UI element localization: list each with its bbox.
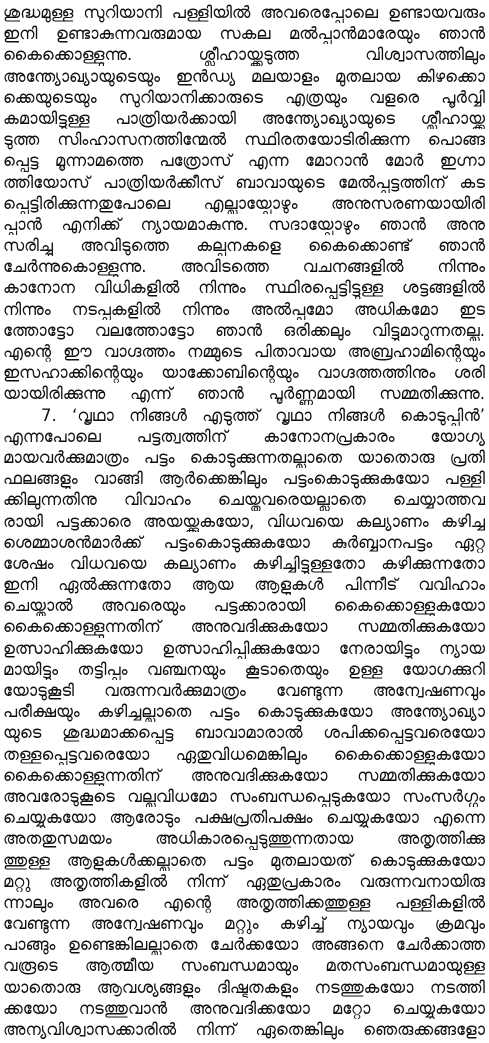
text-line: വരൂടെ ആത്മീയ സംബന്ധമായും മതസംബന്ധമായുള്ള: [3, 956, 485, 976]
paragraph-item-7: [3, 405, 485, 1041]
text-line: അന്ത്യോഖ്യായുടെയും ഇൻഡ്യ മലയാളം മുതലായ കിഴക്കൊ: [3, 66, 485, 86]
text-line: രായി പട്ടക്കാരെ അയയ്ക്കുകയോ, വിധവയെ കല്യാണം കഴിച്ച: [3, 511, 485, 531]
text-line: മായവർക്കുമാത്രം പട്ടം കൊടുക്കുന്നതല്ലാതെ യാതൊരു പ്രതി: [3, 447, 485, 467]
text-line: ക്കയോ നടത്തുവാൻ അനുവദിക്കയോ മറ്റോ ചെയ്യുകയോ: [3, 998, 485, 1018]
text-line: ശെമ്മാശൻമാർക്ക് പട്ടംകൊടുക്കുകയോ കുർബ്ബാനപട്ടം ഏറ്റ: [3, 532, 485, 552]
section-heading-line: 7. ‘വൃഥാ നിങ്ങൾ എടുത്ത് വൃഥാ നിങ്ങൾ കൊടുപ്പിൻ’: [41, 405, 485, 425]
text-line: എന്റെ ഈ വാഗ്ദത്തം നമ്മുടെ പിതാവായ അബ്രഹാമിന്റെയും: [3, 342, 485, 361]
text-line: പ്പെട്ട മൂന്നാമത്തെ പത്രോസ് എന്ന മോറാൻ മോർ ഇഗ്നാ: [3, 151, 485, 171]
text-line: പാങ്ങും ഉണ്ടെങ്കിലല്ലാതെ ചേർക്കയോ അങ്ങനെ ചേർക്കാത്ത: [3, 935, 485, 955]
text-line: കൈക്കൊള്ളുന്നു. ശ്ലീഹായ്ക്കടുത്ത വിശ്വാസത്തിലും: [3, 45, 485, 65]
paragraph-vow-continuation: [3, 2, 485, 405]
text-line: ശുദ്ധമുള്ള സുറിയാനി പള്ളിയിൽ അവരെപ്പോലെ ഉണ്ടായവരും: [3, 3, 485, 22]
text-line: ന്നാലും അവരെ എന്റെ അതൃത്തിക്കത്തുള്ള പള്ളികളിൽ: [3, 892, 485, 912]
text-line: കമായിട്ടുള്ള പാത്രിയർക്കായി അന്ത്യോഖ്യായുടെ ശ്ലീഹായ്ക്ക: [3, 108, 485, 128]
text-line: എന്നപോലെ പട്ടത്വത്തിന് കാനോനപ്രകാരം യോഗ്യ: [3, 426, 485, 446]
text-line: അതതുസമയം അധികാരപ്പെടുത്തുന്നതായ അതൃത്തിക്കു: [3, 829, 485, 849]
text-line: അവരോടുകൂടെ വല്ലവിധമോ സംബന്ധപ്പെടുകയോ സംസർഗ്ഗം: [3, 786, 485, 806]
text-line: മറ്റു അതൃത്തികളിൽ നിന്ന് ഏതുപ്രകാരം വരുന്നവനായിരു: [3, 871, 485, 891]
text-line: അന്യവിശ്വാസക്കാരിൽ നിന്ന് ഏതെങ്കിലും ഞെരുക്കങ്ങളോ: [3, 1020, 485, 1039]
text-line: ഇനി ഏൽക്കുന്നതോ ആയ ആളുകൾ പിന്നീട് വവിഹാം: [3, 575, 485, 595]
text-line: ഉത്സാഹിക്കുകയോ ഉത്സാഹിപ്പിക്കുകയോ നേരായിട്ടും ന്യായ: [3, 638, 485, 658]
text-line: ത്തിയോസ് പാത്രിയർക്കീസ് ബാവായുടെ മേൽപ്പട്ടത്തിന് കട: [3, 172, 485, 192]
text-line: നിന്നും നടപ്പുകളിൽ നിന്നും അൽപ്പമോ അധികമോ ഇട: [3, 299, 485, 319]
text-line: ടുത്ത സിംഹാസനത്തിന്മേൽ സ്ഥിരതയോടിരിക്കുന്ന പൊങ്ങ: [3, 130, 485, 150]
text-line: കൈക്കൊള്ളുന്നതിന് അനുവദിക്കുകയോ സമ്മതിക്കുകയോ: [3, 765, 485, 785]
text-line: ക്കിലുന്നതിനു വിവാഹം ചെയ്തവരെയല്ലാതെ ചെയ്യാത്തവ: [3, 490, 485, 510]
text-line: പ്പാൻ എനിക്ക് ന്യായമാകുന്നു. സദായ്പോഴും ഞാൻ അനു: [3, 214, 485, 234]
text-line: ത്തോട്ടോ വലത്തോട്ടോ ഞാൻ ഒരിക്കലും വിട്ടുമാറുന്നതല്ല.: [3, 320, 485, 340]
text-line: യായിരിക്കുന്നു എന്ന് ഞാൻ പൂർണ്ണമായി സമ്മതിക്കുന്നു.: [3, 384, 485, 404]
text-line: ഇനി ഉണ്ടാകുന്നവരുമായ സകല മൽപ്പാൻമാരേയും ഞാൻ: [3, 24, 485, 44]
text-line: യോടുകൂടി വരുന്നവർക്കുമാത്രം വേണ്ടുന്ന അന്വേഷണവും: [3, 681, 485, 700]
text-line: യാതൊരു ആവശ്യങ്ങളും ദിഷ്ടതകളും നടത്തുകയോ നടത്തി: [3, 977, 485, 997]
text-line: മായിട്ടും തട്ടിപ്പും വഞ്ചനയും കൂടാതെയും ഉള്ള യോഗക്കുറി: [3, 659, 485, 679]
text-line: ശേഷം വിധവയെ കല്യാണം കഴിച്ചിട്ടുള്ളതോ കഴിക്കുന്നതോ: [3, 553, 485, 573]
text-line: പ്പെട്ടിരിക്കുന്നതുപോലെ എല്ലായ്പോഴും അനുസരണയായിരി: [3, 193, 485, 213]
text-line: കൈക്കൊള്ളുന്നതിന് അനുവദിക്കുകയോ സമ്മതിക്കുകയോ: [3, 617, 485, 637]
text-line: പരീക്ഷയും കഴിച്ചല്ലാതെ പട്ടം കൊടുക്കുകയോ അന്ത്യോഖ്യാ: [3, 702, 485, 722]
text-line: വേണ്ടുന്ന അന്വേഷണവും മറ്റും കഴിച്ച് ന്യായവും ക്രമവും: [3, 914, 485, 934]
text-line: ചേർന്നുകൊള്ളുന്നു. അവിടത്തെ വചനങ്ങളിൽ നിന്നും: [3, 257, 485, 277]
text-line: കാനോന വിധികളിൽ നിന്നും സ്ഥിരപ്പെട്ടിട്ടുള്ള ശട്ടങ്ങളിൽ: [3, 278, 485, 298]
text-line: യുടെ ശുദ്ധമാക്കപ്പെട്ട ബാവാമാരാൽ ശപിക്കപ്പെട്ടവരെയോ: [3, 723, 485, 743]
text-line: ചെയ്താൽ അവരെയും പട്ടക്കാരായി കൈക്കൊള്ളുകയോ: [3, 596, 485, 616]
text-line: ത്തുള്ള ആളുകൾക്കല്ലാതെ പട്ടം മുതലായത് കൊടുക്കുകയോ: [3, 850, 485, 870]
text-line: തള്ളപ്പെട്ടവരെയോ ഏതുവിധമെങ്കിലും കൈക്കൊള്ളുകയോ: [3, 744, 485, 764]
text-line: സരിച്ചു അവിടുത്തെ കല്പനകളെ കൈക്കൊണ്ട് ഞാൻ: [3, 236, 485, 256]
text-line: ചെയ്യുകയോ ആരോടും പക്ഷപ്രതിപക്ഷം ചെയ്യുകയോ എന്നെ: [3, 808, 485, 828]
text-line: ഇസഹാക്കിന്റെയും യാക്കോബിന്റെയും വാഗ്ദത്തത്തിനും ശരി: [3, 363, 485, 383]
document-page: [3, 2, 485, 1041]
text-line: ക്കെയുടെയും സുറിയാനിക്കാരുടെ എത്രയും വളരെ പൂർവ്വി: [3, 87, 485, 107]
text-line: ഫലങ്ങളും വാങ്ങി ആർക്കെങ്കിലും പട്ടംകൊടുക്കുകയോ പള്ളി: [3, 469, 485, 489]
